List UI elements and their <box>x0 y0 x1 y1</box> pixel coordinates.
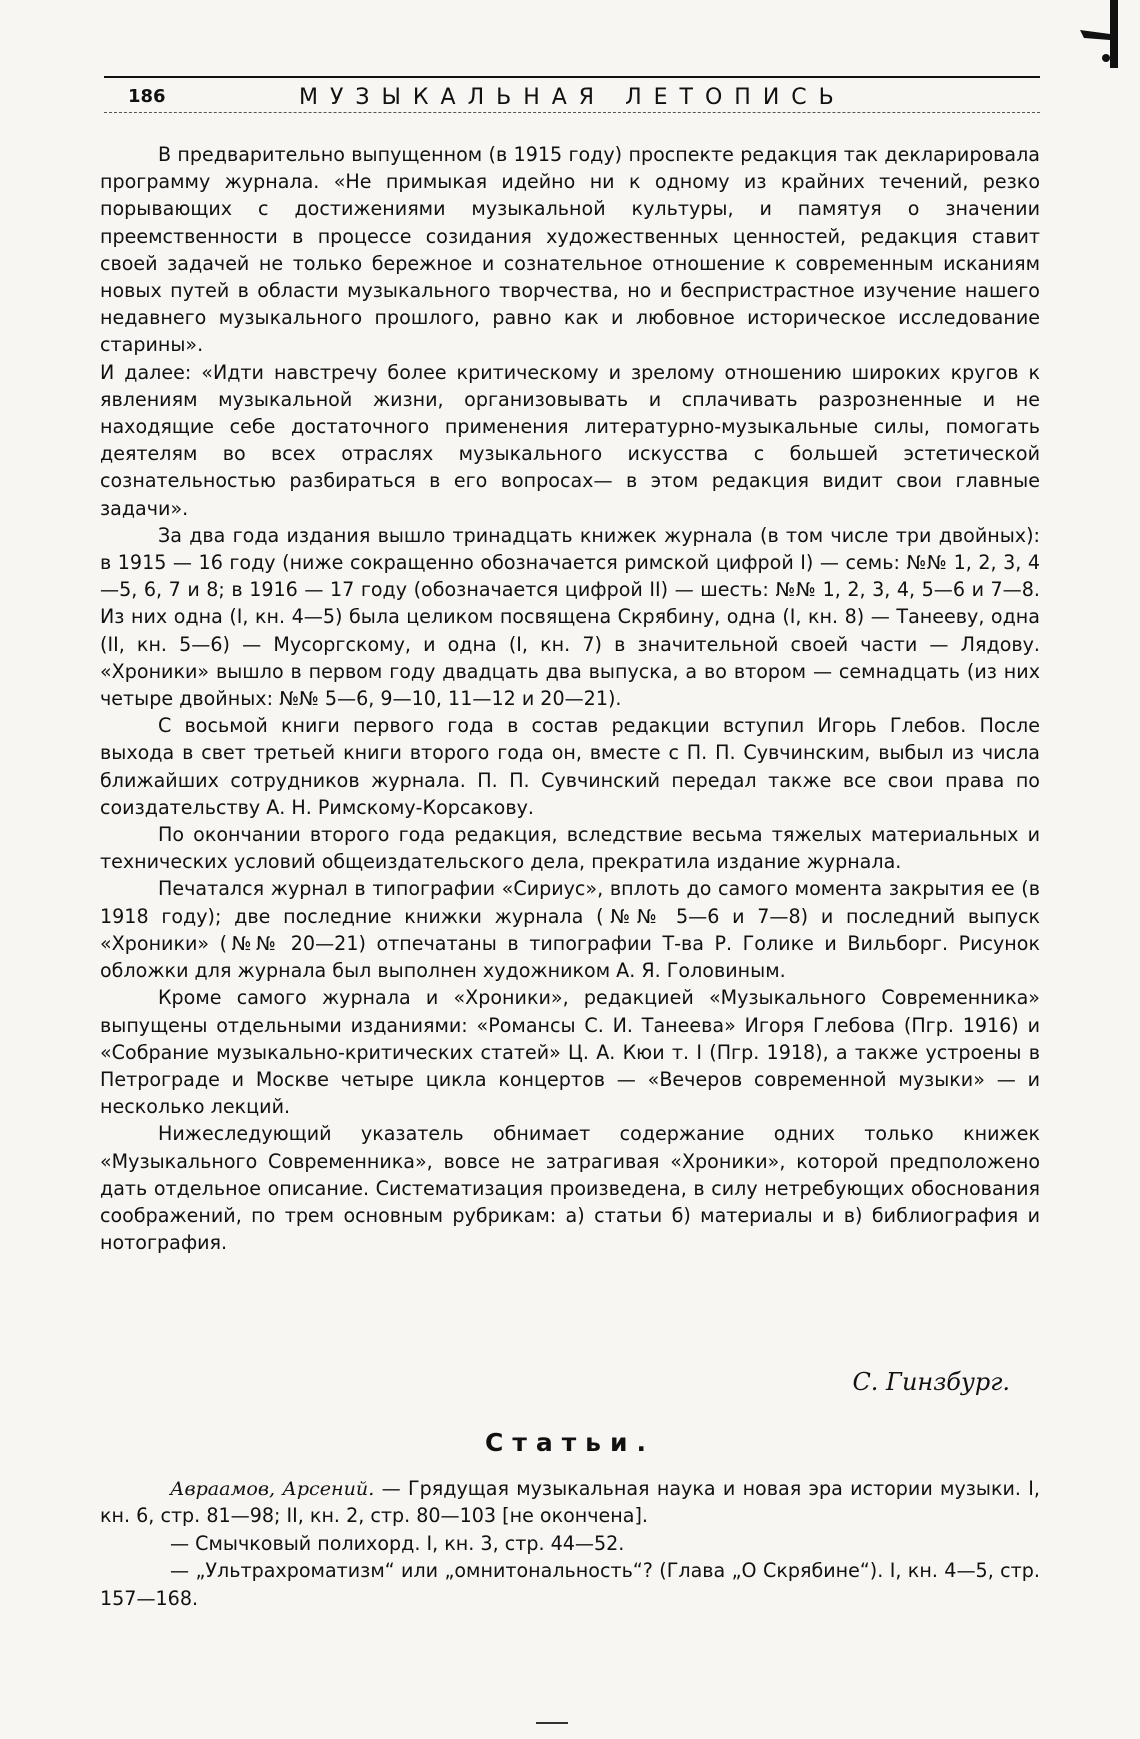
entry-text: — Смычковый полихорд. I, кн. 3, стр. 44—52. <box>170 1531 625 1555</box>
paragraph: Кроме самого журнала и «Хроники», редакцией «Музыкального Современника» выпущены отдельными изданиями: «Романсы С. И. Танеева» Игоря Глебова (Пгр. 1916) и «Собрание музыкально-критических статей» Ц. А. Кюи т. I (Пгр. 1918), а также устроены в Петрограде и Москве четыре цикла концертов — «Вечеров современной музыки» — и несколько лекций. <box>100 986 1040 1119</box>
author-signature: С. Гинзбург. <box>852 1368 1010 1396</box>
paragraph: Нижеследующий указатель обнимает содержание одних только книжек «Музыкального Современника», вовсе не затрагивая «Хроники», которой предположено дать отдельное описание. Систематизация произведена, в силу нетребующих обоснования соображений, по трем основным рубрикам: а) статьи б) материалы и в) библиография и нотография. <box>100 1122 1040 1255</box>
paragraph: За два года издания вышло тринадцать книжек журнала (в том числе три двойных): в 1915 — 16 году (ниже сокращенно обозначается римской цифрой I) — семь: №№ 1, 2, 3, 4—5, 6, 7 и 8; в 1916 — 17 году (обозначается цифрой II) — шесть: №№ 1, 2, 3, 4, 5—6 и 7—8. Из них одна (I, кн. 4—5) была целиком посвящена Скрябину, одна (I, кн. 8) — Танееву, одна (II, кн. 5—6) — Мусоргскому, и одна (I, кн. 7) в значительной своей части — Лядову. «Хроники» вышло в первом году двадцать два выпуска, а во втором — семнадцать (из них четыре двойных: №№ 5—6, 9—10, 11—12 и 20—21). <box>100 523 1040 711</box>
page-number: 186 <box>128 86 166 107</box>
bibliography-entry <box>100 1475 1040 1530</box>
header-rule <box>104 76 1040 78</box>
bibliography-entry <box>100 1530 1040 1557</box>
running-title: МУЗЫКАЛЬНАЯ ЛЕТОПИСЬ <box>299 85 846 110</box>
paragraph: С восьмой книги первого года в состав редакции вступил Игорь Глебов. После выхода в свет третьей книги второго года он, вместе с П. П. Сувчинским, выбыл из числа ближайших сотрудников журнала. П. П. Сувчинский передал также все свои права по соиздательству А. Н. Римскому-Корсакову. <box>100 714 1040 819</box>
bibliography-entries <box>100 1475 1040 1612</box>
paragraph: По окончании второго года редакция, вследствие весьма тяжелых материальных и технических условий общеиздательского дела, прекратила издание журнала. <box>100 823 1040 874</box>
body-text <box>100 141 1040 1256</box>
paragraph: В предварительно выпущенном (в 1915 году) проспекте редакция так декларировала программу журнала. «Не примыкая идейно ни к одному из крайних течений, резко порывающих с достижениями музыкальной культуры, и памятуя о значении преемственности в процессе созидания художественных ценностей, редакция ставит своей задачей не только бережное и сознательное отношение к современным исканиям новых путей в области музыкального творчества, но и беспристрастное изучение нашего недавнего музыкального прошлого, равно как и любовное историческое исследование старины». <box>100 143 1040 357</box>
paragraph: И далее: «Идти навстречу более критическому и зрелому отношению широких кругов к явлениям музыкальной жизни, организовывать и сплачивать разрозненные и не находящие себе достаточного применения литературно-музыкальные силы, помогать деятелям во всех отраслях музыкального искусства с большей эстетической сознательностью разбираться в его вопросах— в этом редакция видит свои главные задачи». <box>100 360 1040 520</box>
entry-text: — Грядущая музыкальная наука и новая эра истории музыки. I, кн. 6, стр. 81—98; II, кн. 2, стр. 80—103 [не окончена]. <box>100 1477 1040 1528</box>
section-heading: Статьи. <box>484 1428 656 1457</box>
entry-text: — „Ультрахроматизм“ или „омнитональность“? (Глава „О Скрябине“). I, кн. 4—5, стр. 157—168. <box>100 1559 1040 1610</box>
header-underline <box>104 112 1040 113</box>
page-header <box>104 76 1040 116</box>
paragraph: Печатался журнал в типографии «Сириус», вплоть до самого момента закрытия ее (в 1918 году); две последние книжки журнала (№№ 5—6 и 7—8) и последний выпуск «Хроники» (№№ 20—21) отпечатаны в типографии Т-ва Р. Голике и Вильборг. Рисунок обложки для журнала был выполнен художником А. Я. Головиным. <box>100 877 1040 983</box>
corner-scan-mark <box>1040 0 1120 68</box>
bottom-dash <box>536 1722 568 1724</box>
bibliography-entry <box>100 1557 1040 1612</box>
entry-author: Авраамов, Арсений. <box>170 1477 375 1500</box>
